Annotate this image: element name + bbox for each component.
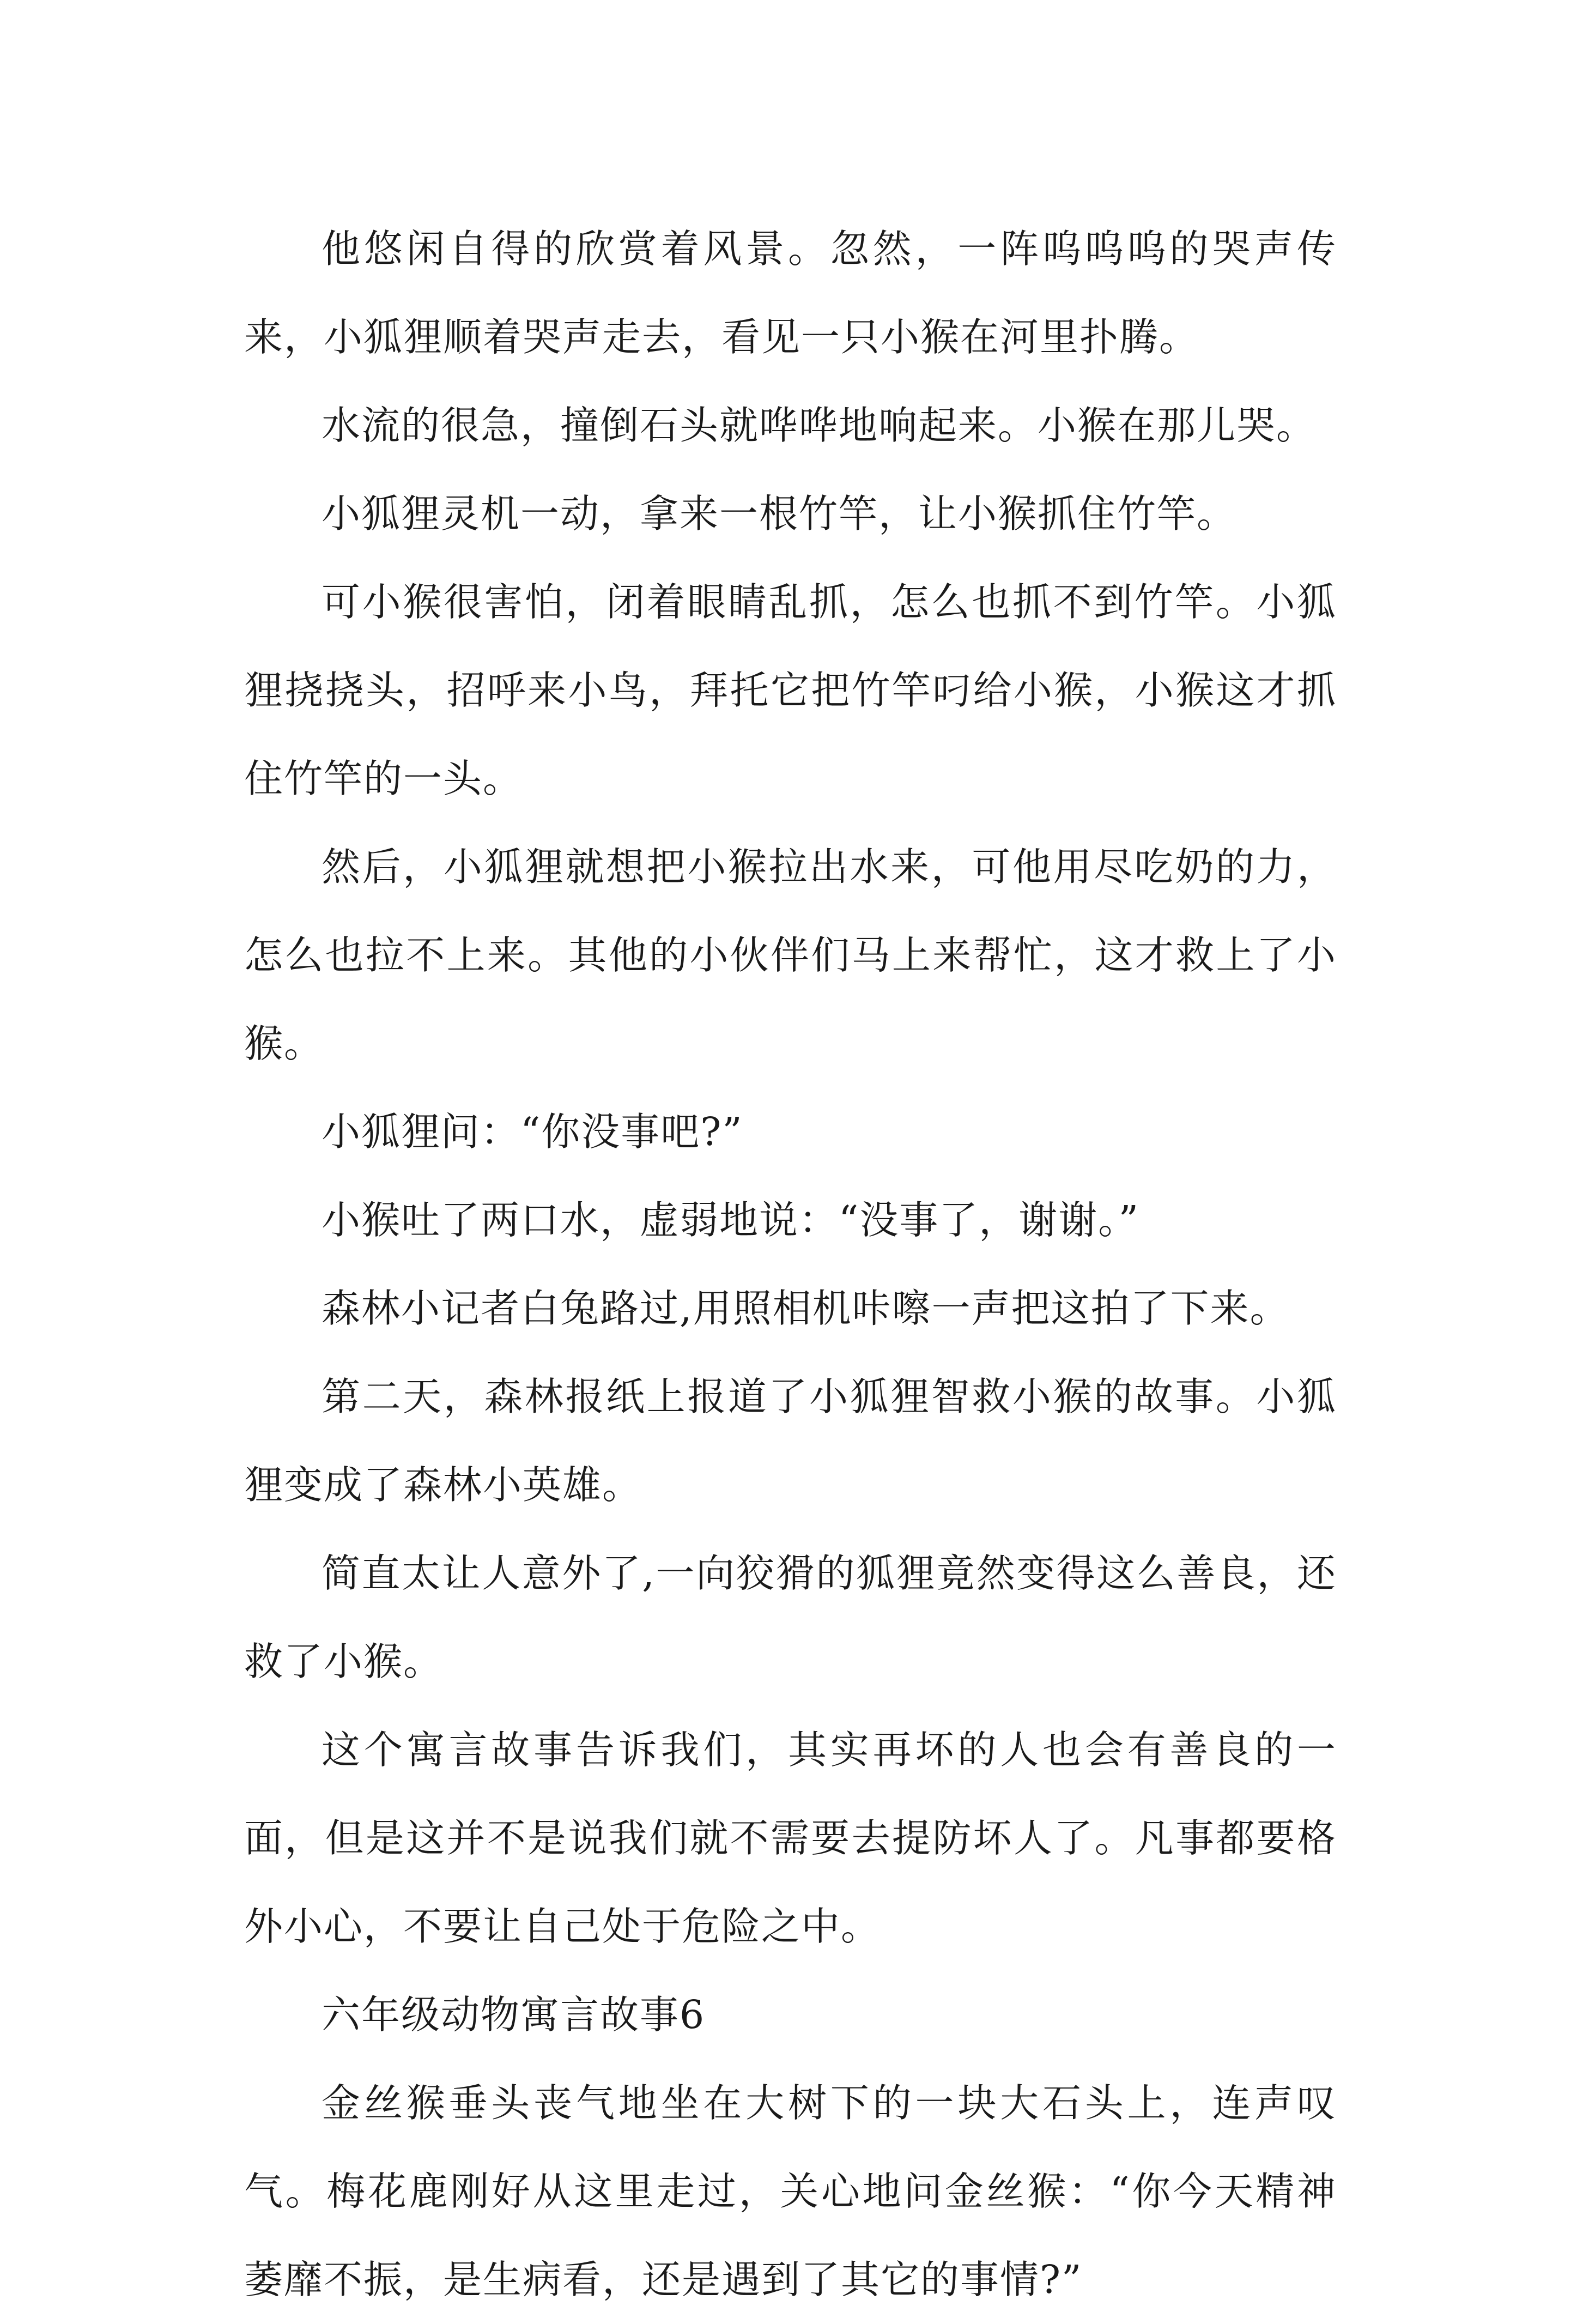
- paragraph: 可小猴很害怕，闭着眼睛乱抓，怎么也抓不到竹竿。小狐狸挠挠头，招呼来小鸟，拜托它把竹竿叼给小猴，小猴这才抓住竹竿的一头。: [244, 579, 1337, 801]
- paragraph: 水流的很急，撞倒石头就哗哗地响起来。小猴在那儿哭。: [322, 403, 1317, 448]
- paragraph: 小狐狸问：“你没事吧?”: [322, 1109, 743, 1154]
- paragraph: 然后，小狐狸就想把小猴拉出水来，可他用尽吃奶的力，怎么也拉不上来。其他的小伙伴们马上来帮忙，这才救上了小猴。: [244, 844, 1337, 1066]
- paragraph: 小狐狸灵机一动，拿来一根竹竿，让小猴抓住竹竿。: [322, 491, 1237, 536]
- document-body: [244, 205, 1337, 2324]
- paragraph: 这个寓言故事告诉我们，其实再坏的人也会有善良的一面，但是这并不是说我们就不需要去提防坏人了。凡事都要格外小心，不要让自己处于危险之中。: [244, 1727, 1337, 1949]
- paragraph: 他悠闲自得的欣赏着风景。忽然，一阵呜呜呜的哭声传来，小狐狸顺着哭声走去，看见一只小猴在河里扑腾。: [244, 226, 1337, 360]
- section-heading: 六年级动物寓言故事6: [322, 1992, 706, 2037]
- paragraph: 小猴吐了两口水，虚弱地说：“没事了，谢谢。”: [322, 1197, 1140, 1243]
- paragraph: 森林小记者白兔路过,用照相机咔嚓一声把这拍了下来。: [322, 1286, 1290, 1331]
- paragraph: 第二天，森林报纸上报道了小狐狸智救小猴的故事。小狐狸变成了森林小英雄。: [244, 1374, 1337, 1508]
- paragraph: 简直太让人意外了,一向狡猾的狐狸竟然变得这么善良，还救了小猴。: [244, 1551, 1337, 1684]
- paragraph: 金丝猴垂头丧气地坐在大树下的一块大石头上，连声叹气。梅花鹿刚好从这里走过，关心地问金丝猴：“你今天精神萎靡不振，是生病看，还是遇到了其它的事情?”: [244, 2080, 1337, 2302]
